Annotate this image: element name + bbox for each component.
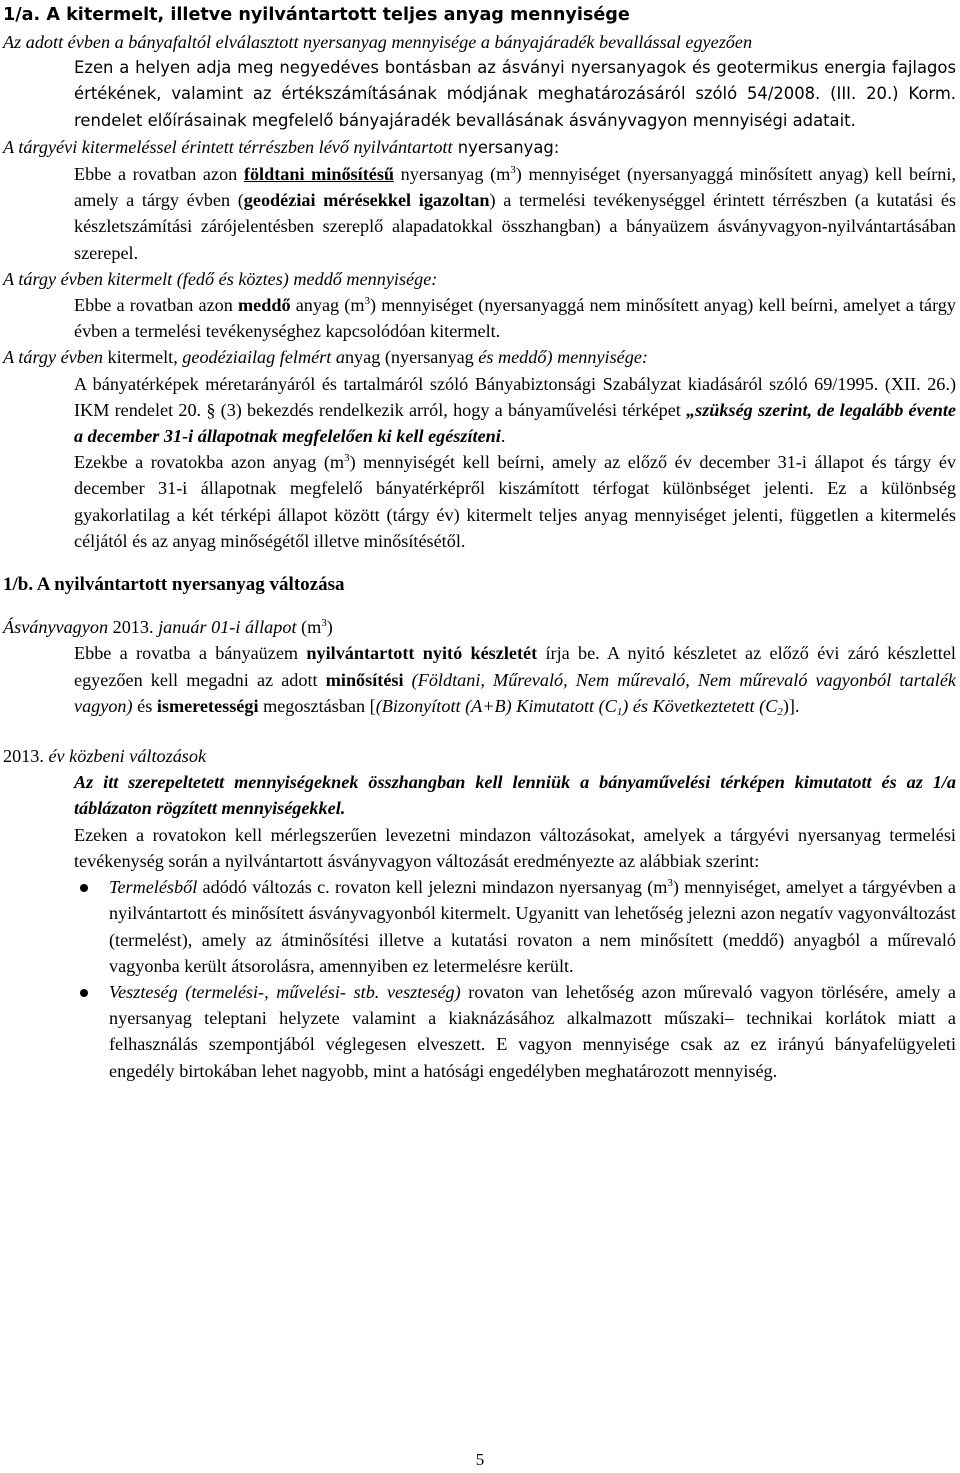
p3-text-3: Ezekbe a rovatokba azon anyag (m: [74, 452, 345, 473]
sub1-body: [74, 640, 956, 719]
p2-text-2: anyag (m: [290, 295, 365, 316]
section-heading-1b: 1/b. A nyilvántartott nyersanyag változása: [3, 574, 345, 596]
p1-text-1: Ebbe a rovatban azon: [74, 164, 244, 185]
p1-lead-text: A tárgyévi kitermeléssel érintett térrészben lévő nyilvántartott: [3, 136, 453, 157]
sub1-text-4: megosztásban [: [258, 695, 376, 716]
list-item-italic: Termelésből: [109, 877, 198, 898]
sub1-subscript-2: 2: [777, 705, 783, 718]
sub2-lead: [3, 743, 956, 769]
bullet-icon: [80, 884, 88, 892]
p2-sup: 3: [364, 295, 370, 308]
intro-lead: Az adott évben a bányafaltól elválasztott nyersanyag mennyisége a bányajáradék bevallással egyezően: [3, 32, 753, 52]
sub1-subscript-1: 1: [616, 705, 623, 718]
p1-text-3: ) mennyiséget (nyersanyaggá minősített anyag) kell beírni, amely a tárgy évben (: [74, 164, 956, 211]
sub1-text-2: írja be. A nyitó készletet az előző évi záró készlettel egyezően kell megadni az adott: [74, 643, 956, 690]
sub1-bold-2: minősítési: [325, 669, 404, 690]
sub1-bold-3: ismeretességi: [156, 695, 259, 716]
p1-bold-2: geodéziai mérésekkel igazoltan: [243, 190, 490, 211]
sub1-lead-4: (m: [296, 617, 322, 638]
p1-body: [74, 161, 956, 266]
p3-body: [74, 371, 956, 450]
p3-lead-2: kitermelt,: [103, 347, 183, 368]
sub1-italic-3: ) és Következtetett (C: [622, 695, 778, 716]
list-item: [3, 874, 956, 979]
list-item-text-2: ) mennyiséget, amelyet a tárgyévben a nyilvántartott és minősített ásványvagyonból kitermelt. Ugyanitt van lehetőség jelezni azon negatív vagyonváltozást (termelést), amely az átminősítési illetve a kutatási rovaton a nem minősített (meddő) anyagból a műrevaló vagyonba került átsorolásra, amennyiben ez letermelésre került.: [109, 877, 956, 976]
list-item-text: rovaton van lehetőség azon műrevaló vagyon törlésére, amely a nyersanyag teleptani helyzete valamint a kiaknázásához alkalmazott műszaki– technikai korlátok miatt a felhasználás szempontjából véglegesen elveszett. E vagyon mennyisége csak az ez irányú bányafelügyeleti engedély birtokában lehet nagyobb, mint a hatósági engedélyben meghatározott mennyiség.: [109, 981, 956, 1081]
sub1-text-5: )].: [782, 695, 800, 716]
p2-body: [74, 292, 956, 344]
p1-lead: [3, 134, 956, 161]
sub1-lead-5: ): [326, 617, 333, 638]
sub2-body: Ezeken a rovatokon kell mérlegszerűen levezetni mindazon változásokat, amelyek a tárgyévi nyersanyag termelési tevékenység során a nyilvántartott ásványvagyon változását eredményezte az alábbiak szerint:: [74, 824, 956, 871]
p1-text-2: nyersanyag (m: [394, 164, 511, 185]
list-item-sup: 3: [667, 877, 673, 890]
sub1-bold-1: nyilvántartott nyitó készletét: [306, 643, 538, 664]
sub2-lead-1: 2013.: [3, 746, 49, 767]
sub1-text-1: Ebbe a rovatba a bányaüzem: [74, 643, 307, 664]
list-item-text: adódó változás c. rovaton kell jelezni mindazon nyersanyag (m: [197, 877, 668, 898]
sub1-text-3: és: [132, 695, 157, 716]
sub1-lead-2: 2013.: [108, 617, 159, 638]
p2-text-3: ) mennyiséget (nyersanyaggá nem minősített anyag) kell beírni, amelyet a tárgy évben a termelési tevékenységhez kapcsolódóan kitermelt.: [74, 295, 956, 342]
sub1-lead-1: Ásványvagyon: [3, 617, 109, 638]
p3-lead-3: geodéziailag felmért a: [182, 347, 345, 368]
p3-body-2: [74, 449, 956, 554]
list-item-italic: Veszteség (termelési-, művelési- stb. veszteség): [109, 981, 461, 1002]
p2-lead: A tárgy évben kitermelt (fedő és köztes) meddő mennyisége:: [3, 268, 438, 289]
p1-sup: 3: [510, 164, 516, 177]
p3-bold-italic: „szükség szerint, de legalább évente a december 31-i állapotnak megfelelően ki kell egészíteni: [74, 399, 956, 447]
p3-text-1: A bányatérképek méretarányáról és tartalmáról szóló Bányabiztonsági Szabályzat kiadásáról szóló 69/1995. (XII. 26.) IKM rendelet 20. § (3) bekezdés rendelkezik arról, hogy a bányaművelési térképet: [74, 373, 956, 420]
bullet-icon: [80, 989, 88, 997]
p1-text-4: ) a termelési tevékenységgel érintett térrészben (a kutatási és készletszámítási zárójelentésben szereplő alapadatokkal összhangban) a bányaüzem ásványvagyon-nyilvántartásában szerepel.: [74, 190, 956, 263]
p3-text-4: ) mennyiségét kell beírni, amely az előző év december 31-i állapot és tárgy év december 31-i állapotnak megfelelő bányatérképről kiszámított térfogat különbséget jelenti. Ez a különbség gyakorlatilag a két térképi állapot között (tárgy év) kitermelt teljes anyag mennyiséget jelenti, független a kitermelés céljától és az anyag minőségétől illetve minősítésétől.: [74, 452, 956, 551]
page-number: 5: [475, 1450, 485, 1469]
p2-text-1: Ebbe a rovatban azon: [74, 295, 239, 316]
p3-lead-5: és meddő) mennyisége:: [478, 347, 648, 368]
sub1-sup: 3: [321, 617, 327, 630]
sub1-italic-2: (Bizonyított (A+B) Kimutatott (C: [375, 695, 617, 716]
p3-lead-4: nyag (nyersanyag: [344, 347, 479, 368]
p1-lead-tail: nyersanyag:: [452, 137, 560, 157]
p3-lead-1: A tárgy évben: [3, 347, 103, 368]
section-heading-1a: 1/a. A kitermelt, illetve nyilvántartott teljes anyag mennyisége: [3, 5, 630, 25]
p1-bold-1: földtani minősítésű: [243, 164, 395, 185]
spacer: [3, 719, 956, 743]
sub2-bold-statement: Az itt szerepeltetett mennyiségeknek összhangban kell lenniük a bányaművelési térképen kimutatott és az 1/a táblázaton rögzített mennyiségekkel.: [74, 772, 956, 819]
sub1-lead: [3, 614, 956, 640]
p3-text-2: .: [500, 426, 506, 447]
p2-bold-1: meddő: [238, 295, 291, 316]
sub1-lead-3: január 01-i állapot: [158, 617, 297, 638]
p3-lead: [3, 344, 956, 370]
sub1-italic-1: (Földtani, Műrevaló, Nem műrevaló, Nem műrevaló vagyonból tartalék vagyon): [74, 669, 956, 716]
intro-body: Ezen a helyen adja meg negyedéves bontásban az ásványi nyersanyagok és geotermikus energia fajlagos értékének, valamint az értékszámításának módjának meghatározásáról szóló 54/2008. (III. 20.) Korm. rendelet előírásainak megfelelő bányajáradék bevallásának ásványvagyon mennyiségi adatait.: [74, 58, 956, 130]
p3-sup: 3: [344, 452, 350, 465]
changes-list: [3, 874, 956, 1084]
list-item: [3, 979, 956, 1084]
sub2-lead-2: év közbeni változások: [48, 746, 207, 767]
